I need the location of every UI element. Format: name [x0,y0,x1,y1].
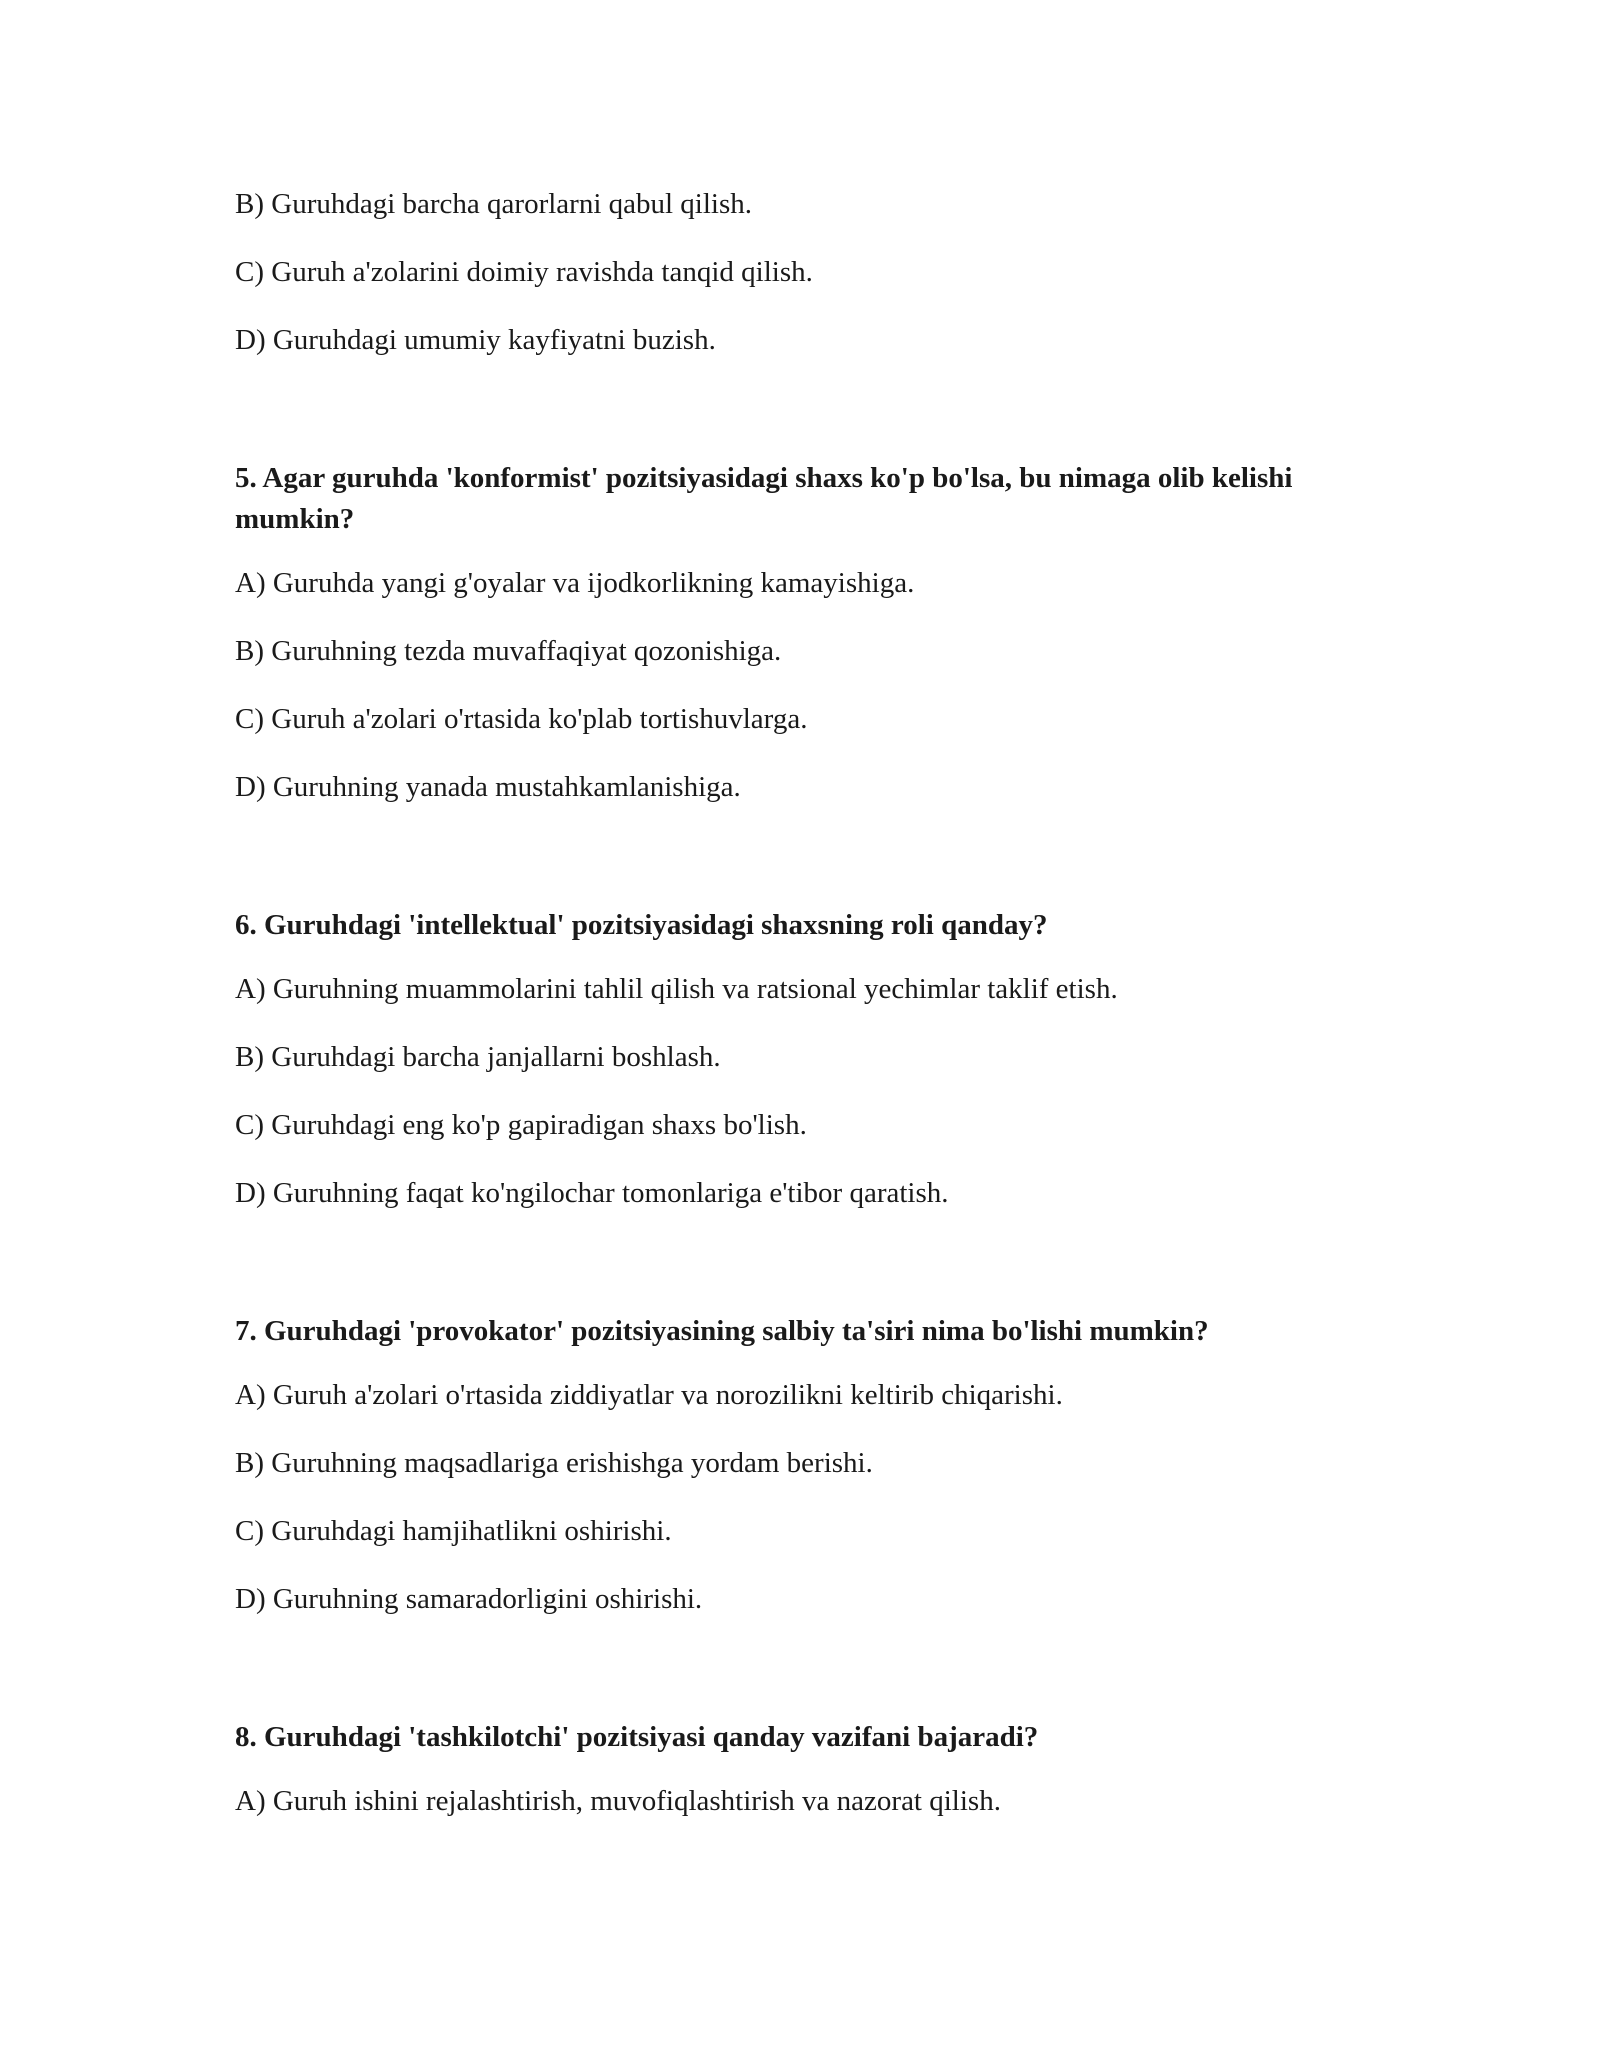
answer-option-5a: A) Guruhda yangi g'oyalar va ijodkorlikning kamayishiga. [235,567,915,599]
question-6-text: 6. Guruhdagi 'intellektual' pozitsiyasidagi shaxsning roli qanday? [235,909,1048,941]
question-block-4-continued [235,187,1365,357]
answer-option-7b: B) Guruhning maqsadlariga erishishga yordam berishi. [235,1447,873,1479]
question-block-8 [235,1717,1365,1818]
answer-option-8a: A) Guruh ishini rejalashtirish, muvofiqlashtirish va nazorat qilish. [235,1785,1001,1817]
quiz-content [235,187,1365,1852]
question-block-5 [235,458,1365,804]
answer-option-7d: D) Guruhning samaradorligini oshirishi. [235,1583,703,1615]
answer-option-5c: C) Guruh a'zolari o'rtasida ko'plab tortishuvlarga. [235,703,808,735]
answer-option-6b: B) Guruhdagi barcha janjallarni boshlash. [235,1041,721,1073]
answer-option-5b: B) Guruhning tezda muvaffaqiyat qozonishiga. [235,635,782,667]
question-8-text: 8. Guruhdagi 'tashkilotchi' pozitsiyasi qanday vazifani bajaradi? [235,1721,1039,1753]
question-block-7 [235,1311,1365,1616]
answer-option-6a: A) Guruhning muammolarini tahlil qilish va ratsional yechimlar taklif etish. [235,973,1118,1005]
answer-option-6d: D) Guruhning faqat ko'ngilochar tomonlariga e'tibor qaratish. [235,1177,949,1209]
answer-option-4b: B) Guruhdagi barcha qarorlarni qabul qilish. [235,188,753,220]
question-5-text: 5. Agar guruhda 'konformist' pozitsiyasidagi shaxs ko'p bo'lsa, bu nimaga olib kelishi mumkin? [235,462,1293,535]
answer-option-7c: C) Guruhdagi hamjihatlikni oshirishi. [235,1515,672,1547]
answer-option-4d: D) Guruhdagi umumiy kayfiyatni buzish. [235,324,716,356]
answer-option-6c: C) Guruhdagi eng ko'p gapiradigan shaxs bo'lish. [235,1109,807,1141]
answer-option-5d: D) Guruhning yanada mustahkamlanishiga. [235,771,741,803]
answer-option-7a: A) Guruh a'zolari o'rtasida ziddiyatlar va norozilikni keltirib chiqarishi. [235,1379,1063,1411]
question-7-text: 7. Guruhdagi 'provokator' pozitsiyasining salbiy ta'siri nima bo'lishi mumkin? [235,1315,1209,1347]
question-block-6 [235,905,1365,1210]
answer-option-4c: C) Guruh a'zolarini doimiy ravishda tanqid qilish. [235,256,813,288]
